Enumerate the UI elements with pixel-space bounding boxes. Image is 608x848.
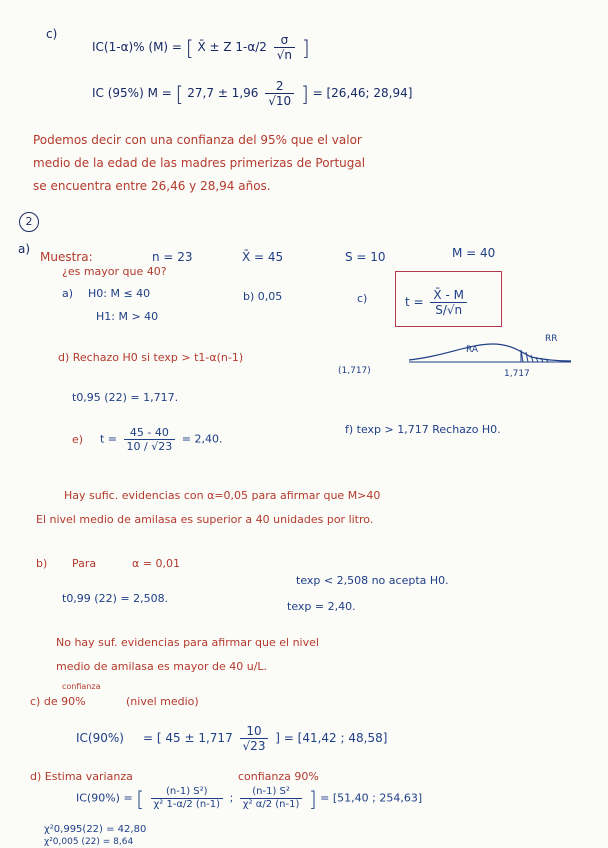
bracket-open: [ [185,35,194,60]
ic-formula [92,34,310,61]
part-b-t-crit: t0,99 (22) = 2,508. [62,592,169,605]
pop-mean: M = 40 [452,246,496,260]
e-lhs: t = [100,432,118,446]
rejection-rule: d) Rechazo H0 si texp > t1-α(n-1) [58,351,244,364]
ic95-line [92,80,412,107]
conclusion-line-3: se encuentra entre 26,46 y 28,94 años. [33,179,271,193]
part-b-texp: texp = 2,40. [287,600,356,613]
part-b-conclusion-1: No hay suf. evidencias para afirmar que el nivel [56,636,319,649]
part-a-label: a) [18,242,31,256]
p2-conclusion-2: El nivel medio de amilasa es superior a 40 unidades por litro. [36,513,374,526]
bracket-close: ] [301,35,310,60]
part-b-para: Para [72,557,97,570]
c-label: c) [357,292,368,305]
bracket-close-95: ] [300,81,309,106]
part-d-fraction-1 [151,787,224,810]
tstat-num: X̄ - M [430,289,467,303]
part-b-label: b) [36,557,48,570]
part-c-paren: (nivel medio) [126,695,199,708]
part-c-den: √23 [242,739,266,753]
part-c-ic-eq: = [ 45 ± 1,717 [143,731,233,745]
part-d-num-2: (n-1) S² [240,787,303,799]
t-crit-line: t0,95 (22) = 1,717. [72,391,179,404]
part-b-alpha: α = 0,01 [132,557,180,570]
tstat-den: S/√n [435,303,463,317]
f-line: f) texp > 1,717 Rechazo H0. [345,423,501,436]
chi-square-1: χ²0,995(22) = 42,80 [44,824,147,835]
ic-formula-param: (M) = [148,40,182,54]
sample-mean: X̄ = 45 [242,250,284,264]
chi-square-2: χ²0,005 (22) = 8,64 [44,837,134,847]
sample-n: n = 23 [152,250,193,264]
ic-formula-den: √n [276,48,293,62]
part-c-ic-label: IC(90%) [76,731,124,745]
part-d-den-1: χ² 1-α/2 (n-1) [153,799,221,810]
part-d-result: = [51,40 ; 254,63] [320,791,423,805]
part-d-bracket-close: ] [308,786,317,811]
part-d-ic: IC(90%) = [ $\frac{\text{(n-1) S²)}}{\text{χ² 1-α/2 (n-1)}}$ ; $\frac{\text{(n-1) S²}}{\text{χ² α/2 (n-1)}}$ ] = [51,40 ; 254,63] [76,786,423,811]
ic-formula-label: IC(1-α)% [92,40,145,54]
ic-formula-num: σ [274,34,295,48]
rejection-hatch [521,350,548,362]
part-d-num-1: (n-1) S²) [151,787,224,799]
part-d-bracket-open: [ [136,786,144,811]
ic95-left: 27,7 ± 1,96 [187,86,259,100]
ic95-num: 2 [265,80,294,94]
tstat-fraction [430,289,467,316]
sample-sd: S = 10 [345,250,386,264]
part-c-label: c) de 90% [30,695,86,708]
ic95-fraction [265,80,294,107]
region-rr: RR [545,334,558,344]
part-d-den-2: χ² α/2 (n-1) [242,799,300,810]
p2-conclusion-1: Hay sufic. evidencias con α=0,05 para afirmar que M>40 [64,489,381,502]
part-d-ic-label: IC(90%) [76,791,120,805]
ic95-label: IC (95%) M = [92,86,172,100]
part-c-fraction [240,725,269,752]
e-formula [100,427,222,452]
h1: H1: M > 40 [96,310,159,323]
e-den: 10 / √23 [126,440,173,453]
tstat-lhs: t = [405,295,424,309]
question-line: ¿es mayor que 40? [62,265,167,278]
part-c-num: 10 [240,725,269,739]
part-d-fraction-2 [240,787,303,810]
e-result: = 2,40. [181,432,223,446]
region-ra: RA [466,345,479,355]
part-c-ic [76,725,387,752]
part-c-annotation: confianza [62,682,101,691]
ic-formula-body: X̄ ± Z 1-α/2 [197,40,267,54]
part-d-label: d) Estima varianza [30,770,133,783]
density-curve [409,344,571,361]
part-b-conclusion-2: medio de amilasa es mayor de 40 u/L. [56,660,268,673]
alpha-label: b) 0,05 [243,290,283,303]
region-critical: 1,717 [504,369,530,379]
ic-formula-fraction [274,34,295,61]
conclusion-line-2: medio de la edad de las madres primerizas de Portugal [33,156,366,170]
ic95-den: √10 [268,94,292,108]
ic95-result: = [26,46; 28,94] [312,86,413,100]
muestra-label: Muestra: [40,250,93,264]
part-b-texp-line: texp < 2,508 no acepta H0. [296,574,449,587]
tstat-formula [405,289,470,316]
part-c-result: ] = [41,42 ; 48,58] [275,731,388,745]
part-d-label-2: confianza 90% [238,770,319,783]
bracket-open-95: [ [175,81,184,106]
conclusion-line-1: Podemos decir con una confianza del 95% que el valor [33,133,362,147]
e-num: 45 - 40 [124,427,176,440]
e-fraction [124,427,176,452]
problem-number: 2 [19,212,39,232]
hyp-label: a) [62,287,74,300]
e-label: e) [72,433,84,446]
item-c-letter: c) [46,27,58,41]
rejection-rule-sub: (1,717) [338,366,371,376]
h0: H0: M ≤ 40 [88,287,151,300]
